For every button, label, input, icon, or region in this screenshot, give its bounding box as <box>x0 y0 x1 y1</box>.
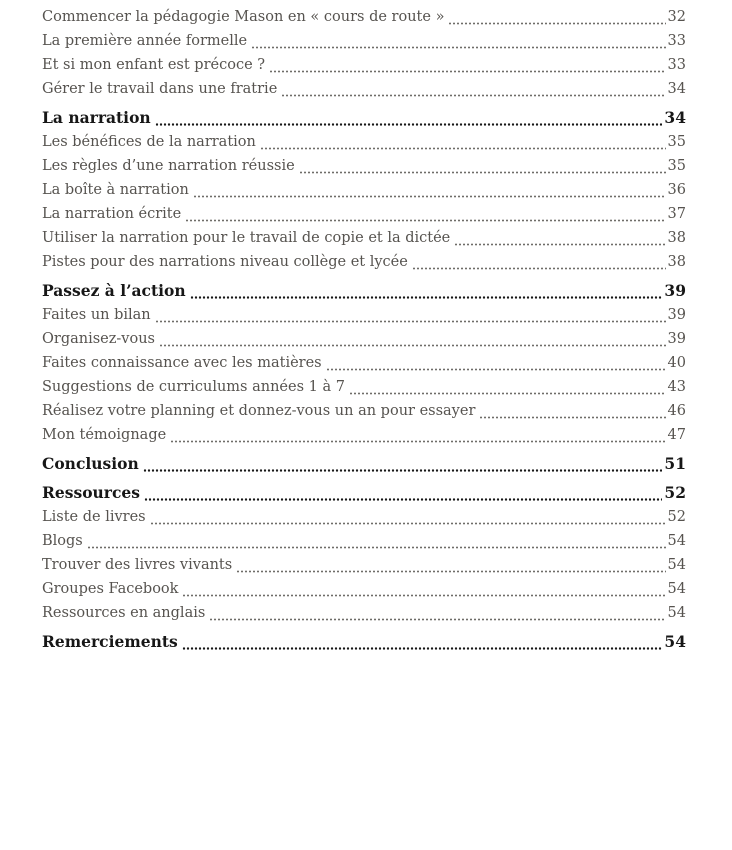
toc-entry-label: Organisez-vous <box>42 331 155 347</box>
dot-leader <box>150 522 666 525</box>
toc-entry-page: 54 <box>664 632 686 651</box>
toc-entry[interactable] <box>42 130 686 154</box>
toc-entry-page: 39 <box>667 307 686 323</box>
toc-entry-page: 37 <box>667 206 686 222</box>
toc-entry-page: 38 <box>667 254 686 270</box>
toc-entry[interactable] <box>42 601 686 625</box>
dot-leader <box>155 123 663 126</box>
dot-leader <box>182 594 665 597</box>
dot-leader <box>454 243 665 246</box>
dot-leader <box>155 320 666 323</box>
toc-entry-label: Commencer la pédagogie Mason en « cours de route » <box>42 9 445 25</box>
dot-leader <box>269 70 666 73</box>
toc-entry-label: La boîte à narration <box>42 182 189 198</box>
toc-entry-label: Remerciements <box>42 632 178 651</box>
toc-entry[interactable] <box>42 154 686 178</box>
dot-leader <box>299 171 666 174</box>
toc-entry-label: La première année formelle <box>42 33 248 49</box>
toc-entry[interactable] <box>42 505 686 529</box>
toc-entry[interactable] <box>42 399 686 423</box>
toc-entry-page: 46 <box>667 403 686 419</box>
dot-leader <box>87 546 666 549</box>
toc-entry-label: Gérer le travail dans une fratrie <box>42 81 278 97</box>
toc-entry[interactable] <box>42 53 686 77</box>
dot-leader <box>251 46 665 49</box>
toc-entry[interactable] <box>42 529 686 553</box>
toc-entry[interactable] <box>42 5 686 29</box>
toc-entry-label: Pistes pour des narrations niveau collège et lycée <box>42 254 408 270</box>
toc-entry-page: 52 <box>664 483 686 502</box>
dot-leader <box>182 647 663 650</box>
dot-leader <box>193 195 666 198</box>
toc-entry-label: La narration <box>42 108 151 127</box>
dot-leader <box>281 94 665 97</box>
toc-entry[interactable] <box>42 77 686 101</box>
toc-entry-page: 36 <box>667 182 686 198</box>
dot-leader <box>209 618 665 621</box>
toc-entry-label: Ressources en anglais <box>42 605 206 621</box>
toc-entry-label: Utiliser la narration pour le travail de copie et la dictée <box>42 230 451 246</box>
dot-leader <box>236 570 665 573</box>
dot-leader <box>479 416 665 419</box>
toc-entry[interactable] <box>42 423 686 447</box>
toc-entry-page: 54 <box>667 533 686 549</box>
toc-entry[interactable] <box>42 452 686 476</box>
toc-entry-label: Passez à l’action <box>42 281 186 300</box>
toc-entry-label: Suggestions de curriculums années 1 à 7 <box>42 379 345 395</box>
toc-entry-page: 35 <box>667 134 686 150</box>
toc-entry[interactable] <box>42 178 686 202</box>
toc-entry[interactable] <box>42 106 686 130</box>
toc-entry-label: La narration écrite <box>42 206 182 222</box>
toc-entry-page: 39 <box>667 331 686 347</box>
dot-leader <box>159 344 666 347</box>
toc-entry-label: Liste de livres <box>42 509 146 525</box>
dot-leader <box>170 440 665 443</box>
toc-entry-page: 52 <box>667 509 686 525</box>
dot-leader <box>144 498 662 501</box>
toc-entry-page: 54 <box>667 557 686 573</box>
dot-leader <box>326 368 666 371</box>
dot-leader <box>143 469 663 472</box>
toc-entry[interactable] <box>42 226 686 250</box>
toc-entry[interactable] <box>42 481 686 505</box>
toc-entry[interactable] <box>42 553 686 577</box>
toc-entry[interactable] <box>42 375 686 399</box>
toc-entry-page: 51 <box>664 454 686 473</box>
toc-entry[interactable] <box>42 202 686 226</box>
toc-entry[interactable] <box>42 279 686 303</box>
toc-entry-label: Ressources <box>42 483 140 502</box>
toc-list <box>42 5 686 654</box>
toc-entry-label: Et si mon enfant est précoce ? <box>42 57 266 73</box>
toc-entry-label: Conclusion <box>42 454 139 473</box>
toc-entry-page: 39 <box>664 281 686 300</box>
dot-leader <box>190 296 663 299</box>
toc-entry[interactable] <box>42 577 686 601</box>
dot-leader <box>260 147 666 150</box>
toc-entry-page: 32 <box>667 9 686 25</box>
toc-entry-page: 38 <box>667 230 686 246</box>
toc-entry-label: Réalisez votre planning et donnez-vous un an pour essayer <box>42 403 476 419</box>
toc-entry-page: 54 <box>667 581 686 597</box>
toc-entry-page: 35 <box>667 158 686 174</box>
toc-entry-label: Les bénéfices de la narration <box>42 134 256 150</box>
toc-entry-label: Faites un bilan <box>42 307 151 323</box>
toc-entry-page: 33 <box>667 57 686 73</box>
toc-entry-page: 34 <box>664 108 686 127</box>
dot-leader <box>349 392 666 395</box>
toc-entry[interactable] <box>42 303 686 327</box>
toc-entry-page: 33 <box>667 33 686 49</box>
dot-leader <box>412 267 666 270</box>
dot-leader <box>185 219 665 222</box>
toc-entry-label: Faites connaissance avec les matières <box>42 355 322 371</box>
toc-entry-label: Blogs <box>42 533 83 549</box>
toc-entry-page: 34 <box>667 81 686 97</box>
toc-entry[interactable] <box>42 630 686 654</box>
toc-entry[interactable] <box>42 327 686 351</box>
toc-entry-label: Groupes Facebook <box>42 581 179 597</box>
toc-entry-label: Trouver des livres vivants <box>42 557 233 573</box>
dot-leader <box>448 22 665 25</box>
toc-entry[interactable] <box>42 29 686 53</box>
toc-entry-label: Mon témoignage <box>42 427 167 443</box>
toc-entry[interactable] <box>42 250 686 274</box>
toc-entry[interactable] <box>42 351 686 375</box>
toc-entry-page: 47 <box>667 427 686 443</box>
toc-entry-page: 54 <box>667 605 686 621</box>
toc-entry-page: 40 <box>667 355 686 371</box>
toc-entry-label: Les règles d’une narration réussie <box>42 158 295 174</box>
toc-entry-page: 43 <box>667 379 686 395</box>
